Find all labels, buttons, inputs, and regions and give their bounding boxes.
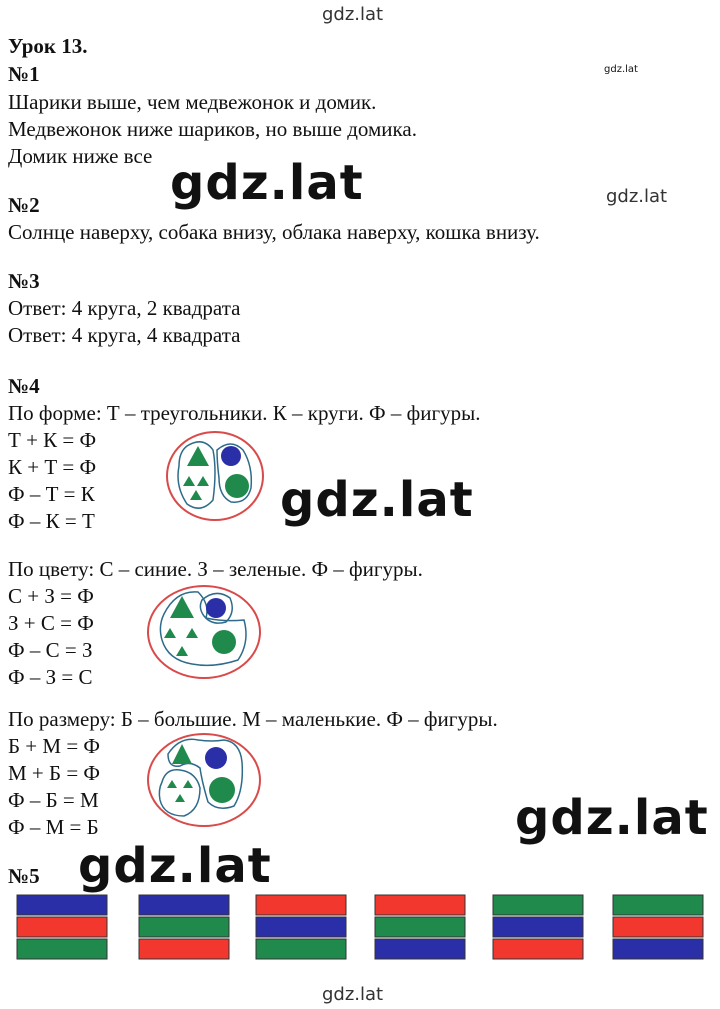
flag-4 <box>374 894 466 960</box>
color-equation-4: Ф – З = С <box>8 665 93 689</box>
task3-line-1: Ответ: 4 круга, 2 квадрата <box>8 296 241 320</box>
small-green-triangle-1 <box>164 628 176 638</box>
color-equation-2: З + С = Ф <box>8 611 94 635</box>
green-circle <box>209 777 235 803</box>
task3-heading: №3 <box>8 269 40 293</box>
shape-equation-1: Т + К = Ф <box>8 428 97 452</box>
small-green-triangle-1 <box>183 476 195 486</box>
task1-line-2: Медвежонок ниже шариков, но выше домика. <box>8 117 417 141</box>
blue-circle <box>206 598 226 618</box>
big-green-triangle <box>187 446 209 466</box>
shape-equation-2: К + Т = Ф <box>8 455 97 479</box>
flag-4-stripe-2 <box>375 917 465 937</box>
big-green-triangle <box>172 744 192 764</box>
flag-2-stripe-1 <box>139 895 229 915</box>
flag-2 <box>138 894 230 960</box>
flag-2-stripe-3 <box>139 939 229 959</box>
flag-1-stripe-3 <box>17 939 107 959</box>
task2-heading: №2 <box>8 193 40 217</box>
flag-5-stripe-1 <box>493 895 583 915</box>
flag-4-stripe-3 <box>375 939 465 959</box>
watermark-bottom: gdz.lat <box>322 984 384 1005</box>
flag-5-stripe-3 <box>493 939 583 959</box>
watermark-big-1: gdz.lat <box>170 155 364 211</box>
big-green-triangle <box>170 596 194 618</box>
flag-4-stripe-1 <box>375 895 465 915</box>
flag-6 <box>612 894 704 960</box>
small-green-triangle-3 <box>176 646 188 656</box>
watermark-big-3: gdz.lat <box>515 790 709 846</box>
shape-caption: По форме: Т – треугольники. К – круги. Ф – фигуры. <box>8 401 481 425</box>
flag-1-stripe-1 <box>17 895 107 915</box>
size-caption: По размеру: Б – большие. М – маленькие. Ф – фигуры. <box>8 707 498 731</box>
flag-6-stripe-2 <box>613 917 703 937</box>
task1-heading: №1 <box>8 62 40 86</box>
color-equation-3: Ф – С = З <box>8 638 93 662</box>
task2-line-1: Солнце наверху, собака внизу, облака наверху, кошка внизу. <box>8 220 540 244</box>
size-equation-2: М + Б = Ф <box>8 761 101 785</box>
flag-6-stripe-1 <box>613 895 703 915</box>
green-circle <box>225 474 249 498</box>
watermark-top: gdz.lat <box>322 4 384 25</box>
lesson-title: Урок 13. <box>8 34 88 58</box>
flag-6-stripe-3 <box>613 939 703 959</box>
shape-equation-4: Ф – К = Т <box>8 509 95 533</box>
flag-5-stripe-2 <box>493 917 583 937</box>
flag-1-stripe-2 <box>17 917 107 937</box>
green-set-outline <box>160 592 246 665</box>
green-circle <box>212 630 236 654</box>
task4-heading: №4 <box>8 374 40 398</box>
watermark-big-2: gdz.lat <box>280 472 474 528</box>
task3-line-2: Ответ: 4 круга, 4 квадрата <box>8 323 241 347</box>
task5-heading: №5 <box>8 864 40 888</box>
flag-5 <box>492 894 584 960</box>
blue-circle <box>205 747 227 769</box>
shape-sets-diagram <box>165 430 265 522</box>
watermark-big-4: gdz.lat <box>78 838 272 894</box>
watermark-right: gdz.lat <box>606 186 668 207</box>
shape-equation-3: Ф – Т = К <box>8 482 95 506</box>
size-equation-3: Ф – Б = М <box>8 788 99 812</box>
task1-line-1: Шарики выше, чем медвежонок и домик. <box>8 90 377 114</box>
blue-circle <box>221 446 241 466</box>
small-green-triangle-2 <box>197 476 209 486</box>
size-sets-diagram <box>146 732 262 828</box>
color-sets-diagram <box>146 584 262 680</box>
color-caption: По цвету: С – синие. З – зеленые. Ф – фигуры. <box>8 557 423 581</box>
size-equation-1: Б + М = Ф <box>8 734 101 758</box>
flag-2-stripe-2 <box>139 917 229 937</box>
flag-1 <box>16 894 108 960</box>
watermark-tiny: gdz.lat <box>604 64 638 75</box>
flag-3-stripe-1 <box>256 895 346 915</box>
flag-3-stripe-3 <box>256 939 346 959</box>
small-green-triangle-1 <box>167 780 177 788</box>
size-equation-4: Ф – М = Б <box>8 815 99 839</box>
small-green-triangle-3 <box>190 490 202 500</box>
small-green-triangle-3 <box>175 794 185 802</box>
universe-circle <box>148 734 260 826</box>
small-set-outline <box>159 770 200 816</box>
small-green-triangle-2 <box>186 628 198 638</box>
small-green-triangle-2 <box>183 780 193 788</box>
flag-3 <box>255 894 347 960</box>
flag-3-stripe-2 <box>256 917 346 937</box>
color-equation-1: С + З = Ф <box>8 584 94 608</box>
task1-line-3: Домик ниже все <box>8 144 153 168</box>
